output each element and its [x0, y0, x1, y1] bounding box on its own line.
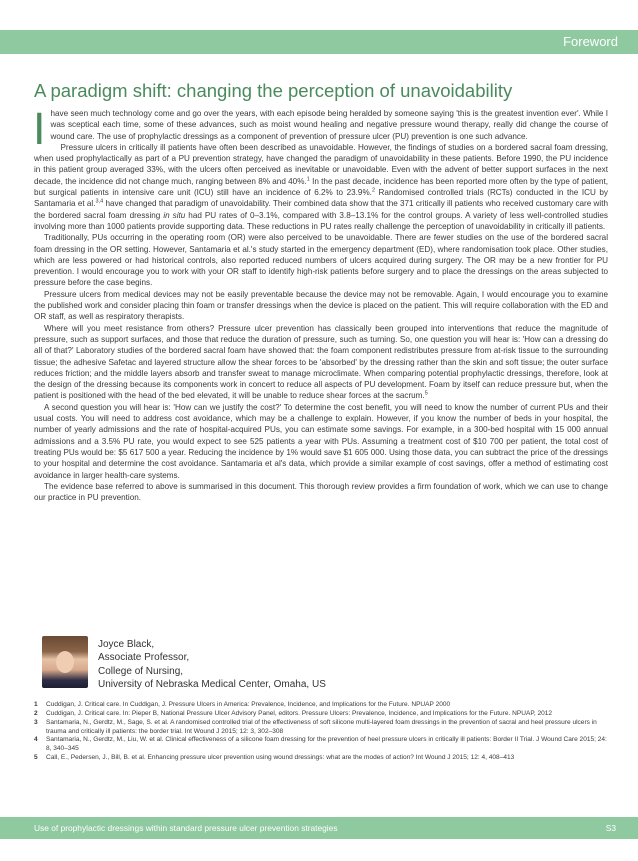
- author-name: Joyce Black,: [98, 639, 155, 650]
- reference-number: 3: [34, 718, 38, 726]
- header-band: [0, 30, 638, 54]
- reference-item: [34, 754, 608, 763]
- reference-text: Call, E., Pedersen, J., Bill, B. et al. Enhancing pressure ulcer prevention using wound dressings: what are the modes of action? Int Wound J 2015; 12: 4, 408–413: [46, 754, 515, 762]
- paragraph-2-text-e: had PU rates of 0–3.1%, compared with 3.8–13.1% for the control groups. A variety of less well-controlled studies involving more than 1000 patients provide supporting data. These reductions in PU rates really challenge the perception of unavoidability in critically ill patients.: [34, 210, 608, 231]
- paragraph-3: Traditionally, PUs occurring in the operating room (OR) were also perceived to be unavoidable. There are fewer studies on the use of the bordered sacral foam dressing in the OR setting. However, Santamaria et al.'s study started in the emergency department (ED), where randomisation took place. Other studies, which are less powered or had historical controls, also reported reduced numbers of ulcers acquired during surgery. The OR may be a new frontier for PU prevention. I would encourage you to work with your OR staff to identify high-risk patients before surgery and to place the dressings on the areas subjected to pressure before the case begins.: [34, 233, 608, 288]
- paragraph-2-text-a: Pressure ulcers in critically ill patients have often been described as unavoidable. However, the findings of studies on a bordered sacral foam dressing, when used prophylactically as part of a PU prevention strategy, have changed the paradigm of unavoidability in these patients. Before 1990, the PU incidence in this patient group averaged 33%, with the ulcers often perceived as inevitable or unavoidable. Even with the advent of better support surfaces in the next decade, the incidence did not change much, ranging between 8% and 40%.: [34, 142, 608, 186]
- paragraph-5: [34, 323, 608, 402]
- author-title: Associate Professor,: [98, 652, 190, 664]
- reference-number: 5: [34, 754, 38, 762]
- reference-item: [34, 701, 608, 710]
- paragraph-2-text-b: In the past decade, incidence has been reported more often by the type of patient, but surgical patients in intensive care unit (ICU) still have an incidence of 6.2% to 23.9%.: [34, 176, 608, 198]
- reference-item: [34, 719, 608, 737]
- author-photo: [42, 636, 88, 688]
- citation-1: 1: [306, 176, 310, 183]
- reference-text: Cuddigan, J. Critical care. In: Pieper B, National Pressure Ulcer Advisory Panel, editors. Pressure Ulcers: Prevalence, Incidence, and Implications for the Future. NPUAP, 2012: [46, 709, 553, 717]
- paragraph-1-text: have seen much technology come and go over the years, with each episode being heralded by someone saying 'this is the greatest invention ever'. While I was sceptical each time, some of these advances, such as moist wound healing and negative pressure wound therapy, really did change the course of wound care. The use of prophylactic dressings as a component of prevention of pressure ulcer (PU) prevention is one such advance.: [50, 109, 608, 141]
- paragraph-7: The evidence base referred to above is summarised in this document. This thorough review provides a firm foundation of work, which we can use to change our practice in PU prevention.: [34, 481, 608, 503]
- author-block: [34, 632, 608, 694]
- paragraph-2: [34, 142, 608, 232]
- reference-item: [34, 710, 608, 719]
- reference-text: Santamaria, N., Gerdtz, M., Liu, W. et al. Clinical effectiveness of a silicone foam dressing for the prevention of heel pressure ulcers in critically ill patients: Border II Trial. J Wound Care 2015; 24: 8, 340–345: [46, 736, 607, 753]
- page-title: A paradigm shift: changing the perception of unavoidability: [34, 80, 513, 101]
- author-institution: University of Nebraska Medical Center, Omaha, US: [98, 679, 326, 691]
- paragraph-6: A second question you will hear is: 'How can we justify the cost?' To determine the cost benefit, you will need to know the number of current PUs and their usual costs. You will need to address cost avoidance, which may be a challenge to explain. However, if you know the number of beds in your hospital, the number of yearly admissions and the rate of hospital-acquired PUs, you can estimate some savings. For example, in a 300-bed hospital with 15 000 annual admissions and a 3.5% PU rate, you would expect to see 525 patients a year with PUs. Assuming a treatment cost of $10 700 per patient, the total cost of treating PUs would be: $5 617 500 a year. Reducing the incidence by 1% would save $1 605 000. Using those data, you can subtract the price of the dressings to your hospital and determine the cost avoidance. Santamaria et al's data, which provide a similar example of cost savings, offer a method of estimating cost avoidance in larger health-care systems.: [34, 402, 608, 480]
- reference-number: 2: [34, 709, 38, 717]
- article-body: [33, 103, 608, 503]
- paragraph-5-text: Where will you meet resistance from others? Pressure ulcer prevention has classically been grouped into interventions that reduce the magnitude of pressure, such as support surfaces, and those that reduce the duration of pressure, such as turning. So, one question you will hear is: 'How can a dressing do all of that?' Laboratory studies of the bordered sacral foam have showed that: the foam component redistributes pressure from at-risk tissue to the surrounding tissue; the adhesive Safetac and layered structure allow the shear forces to be 'absorbed' by the dressing rather than the skin and soft tissue; the outer surface reduces friction; and the middle layers absorb and transfer sweat to manage microclimate. When comparing potential prophylactic dressings, therefore, look at the design of the dressing because its components work in concert to reduce all aspects of PU development. Foam by itself can reduce pressure but, when the patient is positioned with the head of the bed elevated, it will be unable to reduce shear forces at the sacrum.: [34, 323, 608, 401]
- reference-text: Santamaria, N., Gerdtz, M., Sage, S. et al. A randomised controlled trial of the effectiveness of soft silicone multi-layered foam dressings in the prevention of sacral and heel pressure ulcers in trauma and critically ill patients: the border trial. Int Wound J 2015; 12: 3, 302–308: [46, 718, 597, 735]
- citation-3-4: 3,4: [95, 198, 104, 205]
- page-number: S3: [605, 823, 616, 833]
- reference-text: Cuddigan, J. Critical care. In Cuddigan, J. Pressure Ulcers in America: Prevalence, Incidence, and Implications for the Future. NPUAP 2000: [46, 701, 451, 708]
- citation-2: 2: [371, 187, 375, 194]
- paragraph-2-italic: in situ: [163, 210, 186, 220]
- author-dept: College of Nursing,: [98, 665, 184, 677]
- paragraph-2-text-d: have changed that paradigm of unavoidability. Their combined data show that the 371 critically ill patients who received customary care with the bordered sacral foam dressing: [34, 199, 608, 220]
- paragraph-2-text-c: Randomised controlled trials (RCTs) conducted in the ICU by Santamaria et al.: [34, 188, 608, 209]
- paragraph-1: [33, 103, 608, 154]
- section-label: Foreword: [563, 34, 618, 49]
- citation-5: 5: [424, 390, 428, 397]
- footer-band: [0, 817, 638, 839]
- author-details: [98, 638, 326, 692]
- author-face: [56, 651, 74, 673]
- paragraph-4: Pressure ulcers from medical devices may not be easily preventable because the device may not be removable. Again, I would encourage you to examine the published work and consider placing thin foam or transfer dressings when the device is placed on the patient. This will require collaboration with the ED and OR staff, as well as respiratory therapists.: [34, 289, 608, 322]
- reference-number: 4: [34, 736, 38, 744]
- references-list: [34, 701, 608, 763]
- reference-item: [34, 736, 608, 754]
- footer-title: Use of prophylactic dressings within standard pressure ulcer prevention strategies: [34, 823, 338, 833]
- drop-cap: I: [33, 103, 46, 154]
- reference-number: 1: [34, 701, 38, 708]
